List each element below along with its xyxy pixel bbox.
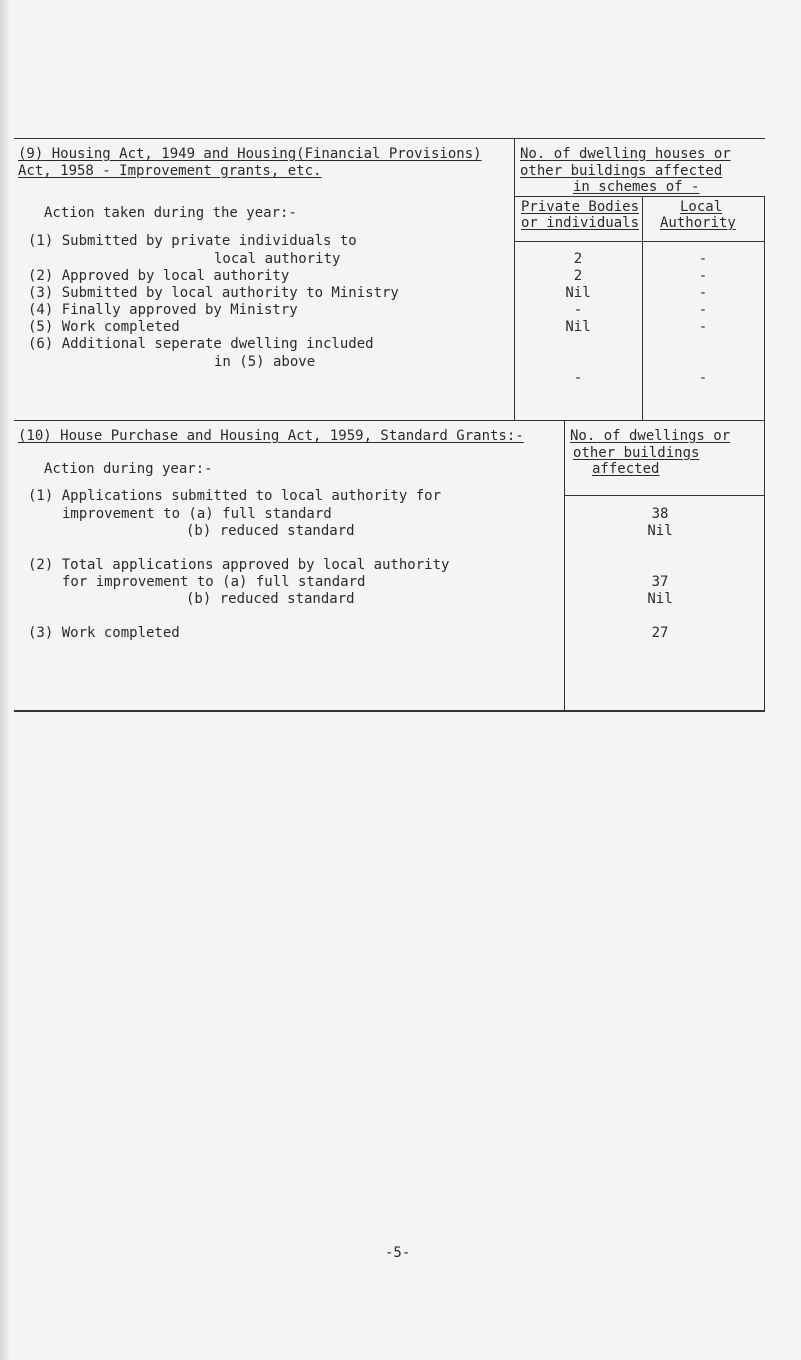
section-10-item-2-line2: for improvement to (a) full standard	[62, 574, 366, 590]
section-9-subcolumn-divider	[642, 196, 643, 420]
section-9-item-1-label-cont: local authority	[214, 251, 341, 267]
section-9-right-border	[764, 196, 765, 420]
section-10-item-1-line3: (b) reduced standard	[186, 523, 355, 539]
section-9-action-label: Action taken during the year:-	[44, 205, 297, 221]
section-10-item-3-value: 27	[651, 625, 669, 641]
section-10-top-rule	[14, 420, 765, 421]
section-9-item-3-private: 2	[573, 268, 583, 284]
section-10-item-2-line1: (2) Total applications approved by local authority	[28, 557, 450, 573]
section-10-table	[14, 420, 765, 712]
section-10-item-1-b-value: Nil	[647, 523, 673, 539]
section-9-item-5-private: -	[573, 302, 583, 318]
section-10-col-header-line3: affected	[592, 461, 660, 477]
section-10-item-2-b-value: Nil	[647, 591, 673, 607]
section-10-right-border	[764, 420, 765, 710]
section-9-sub-local-2: Authority	[660, 215, 736, 231]
section-10-col-header-line1: No. of dwellings or	[570, 428, 731, 444]
page-edge-shadow	[0, 0, 10, 1360]
section-9-item-6-label: (6) Additional seperate dwelling included	[28, 336, 374, 352]
section-10-item-2-a-value: 37	[651, 574, 669, 590]
section-9-heading-line1: (9) Housing Act, 1949 and Housing(Financial Provisions)	[18, 146, 482, 162]
section-10-item-1-a-value: 38	[651, 506, 669, 522]
section-9-item-7-local: -	[698, 370, 708, 386]
section-9-item-3-label: (3) Submitted by local authority to Ministry	[28, 285, 399, 301]
section-9-column-divider	[514, 138, 515, 420]
section-9-item-6-label-cont: in (5) above	[214, 354, 316, 370]
section-9-item-6-private: Nil	[565, 319, 591, 335]
section-10-col-header-line2: other buildings	[573, 445, 700, 461]
page-number: -5-	[385, 1245, 411, 1261]
section-9-item-6-local: -	[698, 319, 708, 335]
section-10-column-divider	[564, 420, 565, 710]
section-10-item-2-line3: (b) reduced standard	[186, 591, 355, 607]
section-9-item-3-local: -	[698, 268, 708, 284]
section-9-item-1-label: (1) Submitted by private individuals to	[28, 233, 357, 249]
section-10-item-1-line1: (1) Applications submitted to local authority for	[28, 488, 442, 504]
section-9-sub-private-2: or individuals	[521, 215, 640, 231]
section-10-bottom-rule	[14, 710, 765, 712]
section-9-item-2-label: (2) Approved by local authority	[28, 268, 290, 284]
section-9-item-5-label: (5) Work completed	[28, 319, 180, 335]
section-9-subheader-rule	[514, 196, 765, 197]
section-10-action-label: Action during year:-	[44, 461, 213, 477]
section-9-col-header-line3: in schemes of -	[573, 179, 700, 195]
section-9-sub-private-1: Private Bodies	[521, 199, 640, 215]
section-9-item-4-private: Nil	[565, 285, 591, 301]
section-10-item-3-line1: (3) Work completed	[28, 625, 180, 641]
section-9-item-2-local: -	[698, 251, 708, 267]
section-10-item-1-line2: improvement to (a) full standard	[62, 506, 332, 522]
section-9-sub-local-1: Local	[680, 199, 723, 215]
section-9-heading-line2: Act, 1958 - Improvement grants, etc.	[18, 163, 322, 179]
section-9-top-rule	[14, 138, 765, 139]
section-9-col-header-line2: other buildings affected	[520, 163, 723, 179]
section-9-item-2-private: 2	[573, 251, 583, 267]
section-9-table	[14, 138, 765, 420]
section-9-col-header-line1: No. of dwelling houses or	[520, 146, 731, 162]
section-9-item-5-local: -	[698, 302, 708, 318]
section-9-item-4-local: -	[698, 285, 708, 301]
section-10-header-bottom-rule	[564, 495, 765, 496]
section-9-item-4-label: (4) Finally approved by Ministry	[28, 302, 298, 318]
section-9-header-bottom-rule	[514, 241, 765, 242]
section-9-item-7-private: -	[573, 370, 583, 386]
section-10-heading: (10) House Purchase and Housing Act, 1959, Standard Grants:-	[18, 428, 524, 444]
